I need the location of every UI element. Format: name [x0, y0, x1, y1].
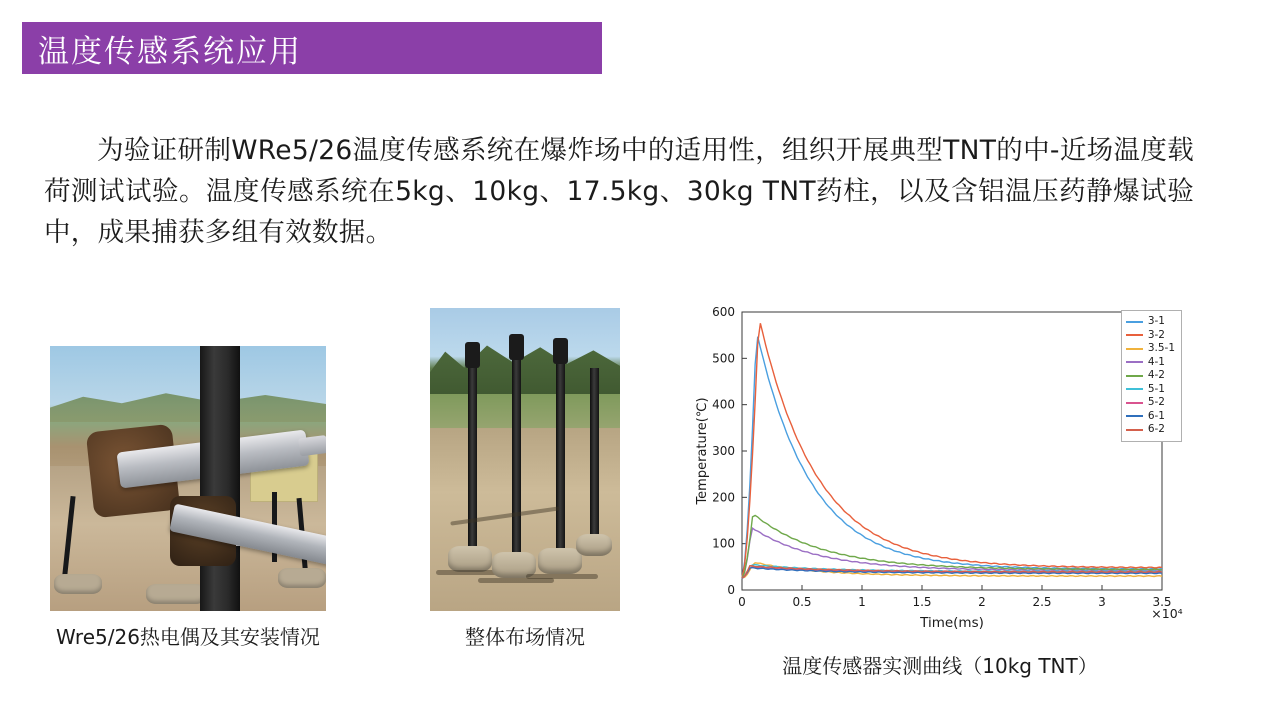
photo-thermocouple-installation: [50, 346, 326, 611]
figure-caption: 温度传感器实测曲线（10kg TNT）: [782, 654, 1098, 678]
legend-item: [1126, 369, 1175, 383]
svg-text:2.5: 2.5: [1032, 595, 1052, 609]
svg-text:0.5: 0.5: [792, 595, 812, 609]
legend-item: [1126, 383, 1175, 397]
figure-thermocouple: [50, 346, 326, 650]
photo-field-layout: [430, 308, 620, 611]
figure-caption: Wre5/26热电偶及其安装情况: [56, 625, 320, 649]
legend-label: 5-2: [1147, 396, 1165, 408]
legend-swatch: [1126, 429, 1143, 431]
legend-label: 4-1: [1147, 355, 1165, 368]
chart-legend: [1121, 310, 1182, 442]
figure-field-layout: [430, 308, 620, 650]
legend-label: 4-2: [1147, 369, 1165, 381]
svg-text:1: 1: [858, 595, 866, 609]
chart-container: [690, 300, 1190, 640]
svg-text:1.5: 1.5: [912, 595, 932, 609]
legend-swatch: [1126, 348, 1143, 350]
svg-text:600: 600: [712, 305, 735, 319]
svg-text:×10⁴: ×10⁴: [1151, 606, 1183, 621]
temperature-line-chart: [690, 300, 1190, 640]
figure-caption: 整体布场情况: [465, 625, 585, 649]
legend-label: 6-2: [1147, 423, 1165, 435]
legend-swatch: [1126, 402, 1143, 404]
legend-item: [1126, 342, 1175, 356]
legend-item: [1126, 329, 1175, 343]
svg-text:2: 2: [978, 595, 986, 609]
legend-swatch: [1126, 334, 1143, 336]
legend-item: [1126, 356, 1175, 370]
svg-text:200: 200: [712, 490, 735, 505]
svg-text:Time(ms): Time(ms): [920, 615, 984, 631]
svg-text:0: 0: [727, 583, 735, 597]
legend-label: 5-1: [1147, 382, 1165, 395]
legend-swatch: [1126, 321, 1143, 323]
legend-label: 3.5-1: [1147, 342, 1175, 354]
svg-text:3: 3: [1098, 595, 1106, 609]
svg-text:0: 0: [738, 595, 746, 609]
svg-text:Temperature(℃): Temperature(℃): [695, 397, 710, 505]
page-title: 温度传感系统应用: [38, 33, 302, 70]
legend-swatch: [1126, 388, 1143, 390]
legend-item: [1126, 396, 1175, 410]
figure-temperature-chart: [690, 300, 1190, 679]
body-paragraph: 为验证研制WRe5/26温度传感系统在爆炸场中的适用性，组织开展典型TNT的中-近场温度载荷测试试验。温度传感系统在5kg、10kg、17.5kg、30kg TNT药柱，以及含铝温压药静爆试验中，成果捕获多组有效数据。: [44, 135, 1194, 248]
legend-item: [1126, 423, 1175, 437]
slide-title-bar: [22, 22, 602, 74]
svg-text:3.5: 3.5: [1152, 595, 1172, 609]
legend-swatch: [1126, 375, 1143, 377]
legend-swatch: [1126, 415, 1143, 417]
legend-label: 3-2: [1147, 328, 1165, 341]
legend-item: [1126, 410, 1175, 424]
legend-label: 6-1: [1147, 409, 1165, 422]
svg-text:300: 300: [712, 444, 735, 458]
svg-text:100: 100: [712, 536, 735, 551]
legend-label: 3-1: [1147, 315, 1165, 327]
legend-swatch: [1126, 361, 1143, 363]
legend-item: [1126, 315, 1175, 329]
svg-text:400: 400: [712, 397, 735, 412]
svg-text:500: 500: [712, 351, 735, 366]
